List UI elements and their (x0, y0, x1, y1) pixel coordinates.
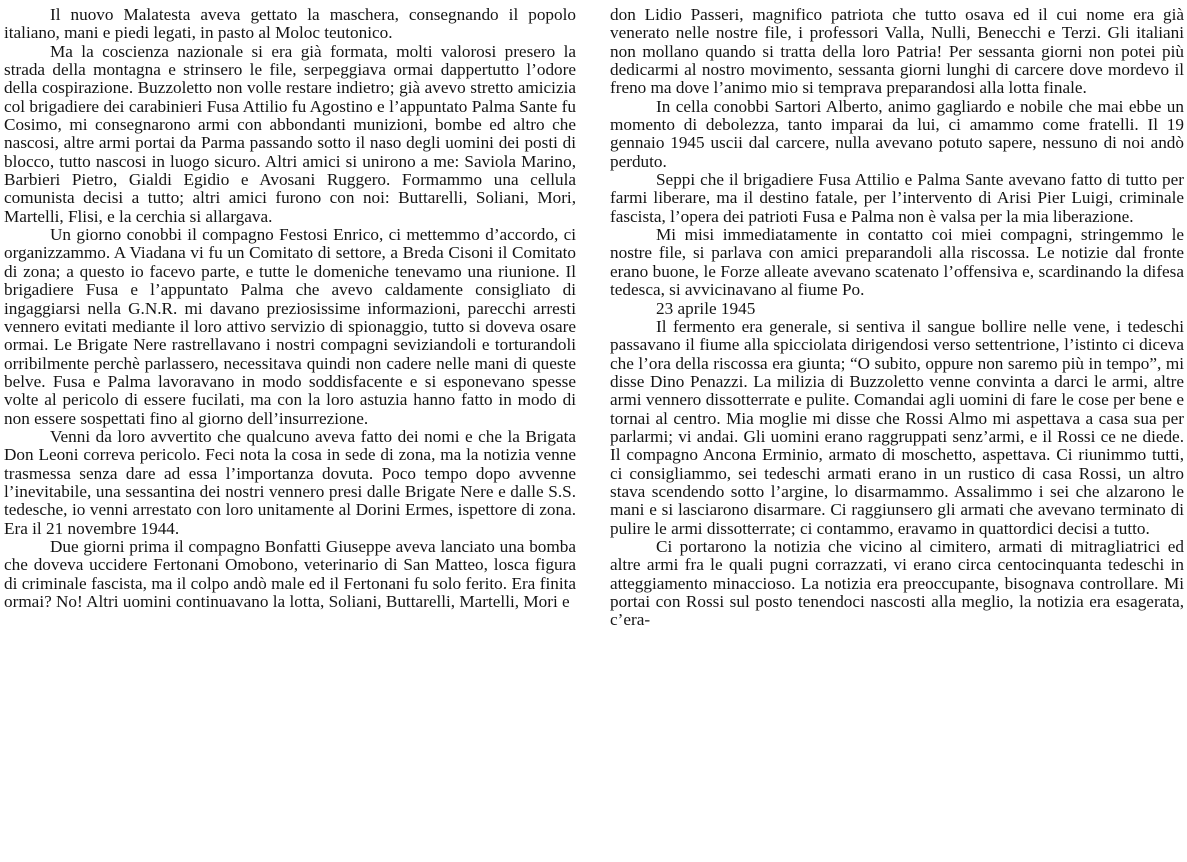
paragraph: Ma la coscienza nazionale si era già formata, molti valorosi presero la strada della montagna e strinsero le file, serpeggiava ormai dappertutto l’odore della cospirazione. Buzzoletto non volle restare indietro; già avevo stretto amicizia col brigadiere dei carabinieri Fusa Attilio fu Agostino e l’appuntato Palma Sante fu Cosimo, mi consegnarono armi con abbondanti munizioni, bombe ed altro che nascosi, altre armi portai da Parma passando sotto il naso degli uomini dei posti di blocco, tutto nascosi in luogo sicuro. Altri amici si unirono a me: Saviola Marino, Barbieri Pietro, Gialdi Egidio e Avosani Ruggero. Formammo una cellula comunista decisi a tutto; altri amici furono con noi: Buttarelli, Soliani, Mori, Martelli, Flisi, e la cerchia si allargava. (4, 41, 576, 226)
left-text-column (4, 6, 576, 611)
paragraph: In cella conobbi Sartori Alberto, animo gagliardo e nobile che mai ebbe un momento di debolezza, tanto imparai da lui, ci amammo come fratelli. Il 19 gennaio 1945 uscii dal carcere, nulla avevano potuto sapere, nessuno di noi andò perduto. (610, 96, 1184, 171)
paragraph: Seppi che il brigadiere Fusa Attilio e Palma Sante avevano fatto di tutto per farmi liberare, ma il destino fatale, per l’intervento di Arisi Pier Luigi, criminale fascista, l’opera dei patrioti Fusa e Palma non è valsa per la mia liberazione. (610, 170, 1184, 226)
date-heading: 23 aprile 1945 (656, 298, 756, 318)
paragraph: Due giorni prima il compagno Bonfatti Giuseppe aveva lanciato una bomba che doveva uccidere Fertonani Omobono, veterinario di San Matteo, losca figura di criminale fascista, ma il colpo andò male ed il Fertonani fu solo ferito. Era finita ormai? No! Altri uomini continuavano la lotta, Soliani, Buttarelli, Martelli, Mori e (4, 536, 576, 611)
right-text-column (610, 6, 1184, 630)
paragraph-continuation: don Lidio Passeri, magnifico patriota che tutto osava ed il cui nome era già venerato nelle nostre file, i professori Valla, Nulli, Benecchi e Terzi. Gli italiani non mollano quando si tratta della loro Patria! Per sessanta giorni non potei più dedicarmi al nostro movimento, sessanta giorni lunghi di carcere dove mordevo il freno ma dove l’animo mio si temprava preparandosi alla lotta finale. (610, 5, 1184, 98)
paragraph: Ci portarono la notizia che vicino al cimitero, armati di mitragliatrici ed altre armi fra le quali pugni corrazzati, vi erano circa centocinquanta tedeschi in atteggiamento minaccioso. La notizia era preoccupante, bisognava controllare. Mi portai con Rossi sul posto tenendoci nascosti alla meglio, la notizia era esagerata, c’era- (610, 536, 1184, 630)
paragraph: Il fermento era generale, si sentiva il sangue bollire nelle vene, i tedeschi passavano il fiume alla spicciolata dirigendosi verso settentrione, l’istinto ci diceva che l’ora della riscossa era giunta; “O subito, oppure non saremo più in tempo”, mi disse Dino Penazzi. La milizia di Buzzoletto venne convinta a darci le armi, altre armi vennero dissotterrate e pulite. Comandai agli uomini di fare le cose per bene e tornai al centro. Mia moglie mi disse che Rossi Almo mi aspettava a casa sua per parlarmi; vi andai. Gli uomini erano raggruppati senz’armi, e il Rossi ce ne diede. Il compagno Ancona Erminio, armato di moschetto, aspettava. Ci riunimmo tutti, ci consigliammo, sei tedeschi armati erano in un rustico di casa Rossi, un altro stava scendendo sotto l’argine, lo disarmammo. Assalimmo i sei che alzarono le mani e si lasciarono disarmare. Ci raggiunsero gli armati che avevano terminato di pulire le armi dissotterrate; ci contammo, eravamo in quattordici decisi a tutto. (610, 316, 1184, 538)
paragraph: Mi misi immediatamente in contatto coi miei compagni, stringemmo le nostre file, si parlava con amici preparandoli alla riscossa. Le notizie dal fronte erano buone, le Forze alleate avevano scatenato l’offensiva e, scardinando la difesa tedesca, si avvicinavano al fiume Po. (610, 225, 1184, 300)
paragraph: Un giorno conobbi il compagno Festosi Enrico, ci mettemmo d’accordo, ci organizzammo. A Viadana vi fu un Comitato di settore, a Breda Cisoni il Comitato di zona; a questo io facevo parte, e tutte le domeniche tenevamo una riunione. Il brigadiere Fusa e l’appuntato Palma che avevo caldamente consigliato di ingaggiarsi nella G.N.R. mi davano preziosissime informazioni, parecchi arresti vennero evitati mediante il loro attivo servizio di spionaggio, tutto si doveva osare ormai. Le Brigate Nere rastrellavano i nostri compagni seviziandoli e torturandoli orribilmente perchè parlassero, necessitava quindi non cadere nelle mani di queste belve. Fusa e Palma lavoravano in modo soddisfacente e si esponevano spesse volte al pericolo di essere fucilati, ma con la loro astuzia hanno fatto in modo di non essere sospettati fino al giorno dell’insurrezione. (4, 225, 576, 428)
paragraph: Venni da loro avvertito che qualcuno aveva fatto dei nomi e che la Brigata Don Leoni correva pericolo. Feci nota la cosa in sede di zona, ma la notizia venne trasmessa senza dare ad essa l’importanza dovuta. Poco tempo dopo avvenne l’inevitabile, una sessantina dei nostri vennero presi dalle Brigate Nere e dalle S.S. tedesche, io venni arrestato con loro unitamente al Dorini Ermes, ispettore di zona. Era il 21 novembre 1944. (4, 426, 576, 538)
paragraph: Il nuovo Malatesta aveva gettato la maschera, consegnando il popolo italiano, mani e piedi legati, in pasto al Moloc teutonico. (4, 5, 576, 43)
